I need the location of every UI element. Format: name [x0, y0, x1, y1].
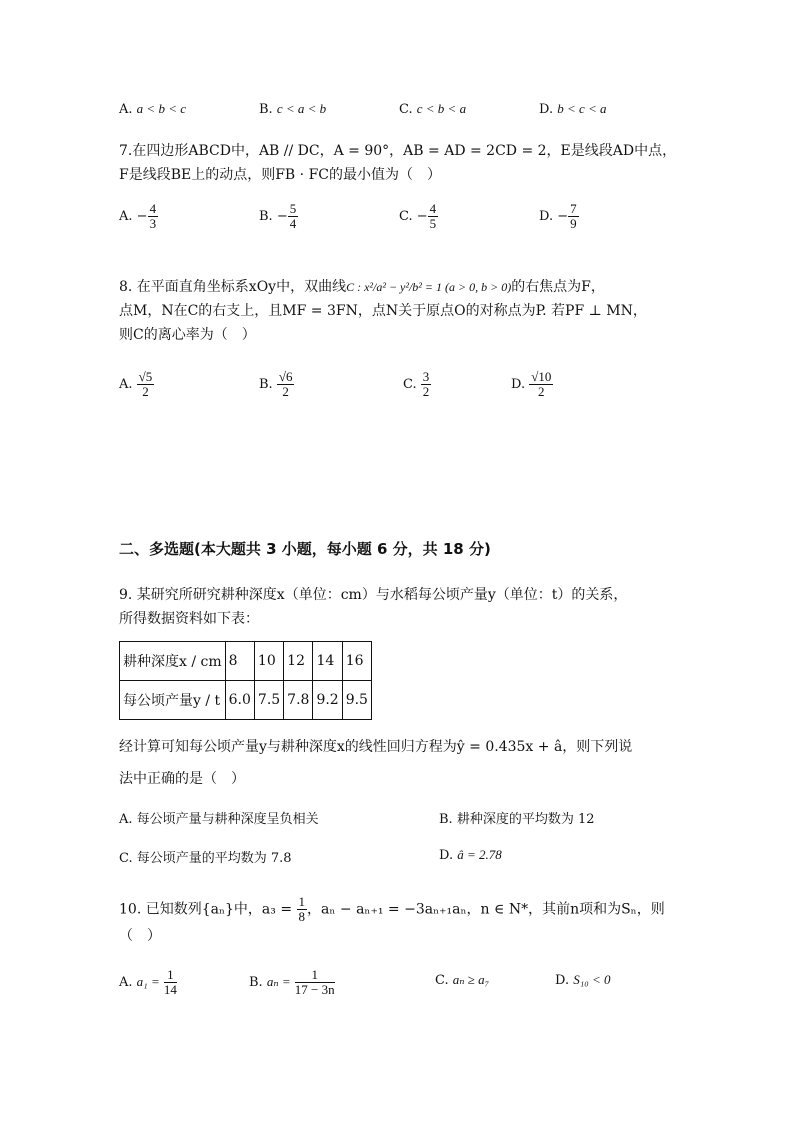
denominator: 14	[163, 982, 177, 997]
q7-stem-line1: 7.在四边形ABCD中，AB // DC，A = 90°，AB = AD = 2CD = 2，E是线段AD中点，	[119, 143, 677, 159]
q6-option-b	[259, 101, 326, 117]
q7-option-c	[399, 202, 438, 231]
fraction	[277, 370, 295, 399]
option-text: c < a < b	[276, 101, 327, 116]
table-cell: 10	[254, 642, 283, 681]
q8-stem-part: 8. 在平面直角坐标系xOy中，双曲线	[119, 279, 347, 295]
fraction	[421, 370, 432, 399]
denominator: 2	[538, 384, 545, 399]
q9-option-a	[119, 808, 319, 827]
option-lhs: a₁ =	[136, 974, 160, 989]
table-cell: 每公顷产量y / t	[120, 681, 226, 720]
q8-stem-line3: 则C的离心率为（ ）	[119, 327, 256, 343]
denominator: 5	[429, 216, 437, 231]
numerator: 5	[289, 201, 297, 216]
option-label: D.	[511, 377, 526, 392]
q6-option-a	[119, 101, 186, 117]
q7-option-b	[259, 202, 298, 231]
fraction	[164, 968, 177, 997]
option-label: C.	[399, 102, 413, 117]
q6-option-d	[539, 101, 607, 117]
fraction	[428, 202, 439, 231]
table-cell: 8	[225, 642, 254, 681]
option-text: c < b < a	[416, 101, 467, 116]
q10-stem-line2: （ ）	[119, 928, 161, 944]
option-label: B.	[259, 209, 273, 224]
table-cell: 9.2	[313, 681, 342, 720]
option-sign: −	[276, 209, 288, 224]
q10-stem-line1	[119, 895, 665, 924]
fraction	[288, 202, 299, 231]
data-table	[119, 641, 372, 720]
section-title: 二、多选题(本大题共 3 小题，每小题 6 分，共 18 分)	[119, 540, 491, 558]
option-sign: −	[416, 209, 428, 224]
q6-option-c	[399, 101, 466, 117]
table-row	[120, 642, 372, 681]
option-text: a < b < c	[136, 101, 186, 116]
q7-stem-line2: F是线段BE上的动点，则FB · FC的最小值为（ ）	[119, 167, 441, 183]
denominator: 4	[289, 216, 297, 231]
option-label: B.	[259, 102, 273, 117]
denominator: 2	[142, 384, 149, 399]
fraction	[297, 895, 308, 924]
option-text: S₁₀ < 0	[573, 972, 611, 987]
q10-option-d	[555, 972, 611, 988]
option-label: A.	[119, 812, 133, 827]
fraction	[148, 202, 159, 231]
q9-option-d	[439, 847, 502, 863]
option-label: D.	[555, 973, 570, 988]
fraction	[295, 968, 335, 997]
option-label: D.	[539, 102, 554, 117]
denominator: 9	[570, 216, 577, 231]
option-label: A.	[119, 377, 133, 392]
option-label: C.	[399, 209, 413, 224]
option-label: A.	[119, 975, 133, 990]
numerator: 4	[429, 201, 437, 216]
denominator: 2	[282, 384, 289, 399]
q9-option-b	[439, 808, 595, 827]
numerator: 1	[298, 894, 306, 909]
q8-option-a	[119, 370, 154, 399]
q7-option-a	[119, 202, 158, 231]
option-label: C.	[435, 973, 449, 988]
q10-stem-part: ，aₙ − aₙ₊₁ = −3aₙ₊₁aₙ，n ∈ N*，其前n项和为Sₙ，则	[307, 901, 665, 918]
table-cell: 7.5	[254, 681, 283, 720]
option-text: b < c < a	[557, 101, 607, 116]
option-label: C.	[403, 377, 417, 392]
numerator: 1	[164, 968, 177, 983]
option-lhs: aₙ =	[266, 974, 291, 989]
fraction	[529, 370, 553, 399]
table-row	[120, 681, 372, 720]
option-label: C.	[119, 851, 133, 866]
hyperbola-equation: C : x²/a² − y²/b² = 1 (a > 0, b > 0)	[346, 280, 512, 294]
option-text: 每公顷产量与耕种深度呈负相关	[136, 812, 319, 827]
table-cell: 16	[342, 642, 371, 681]
option-label: D.	[439, 848, 454, 863]
denominator: 3	[149, 216, 157, 231]
table-cell: 12	[284, 642, 313, 681]
denominator: 17 − 3n	[294, 982, 335, 997]
q8-stem-line1	[119, 276, 605, 296]
q10-option-b	[249, 968, 335, 997]
option-label: B.	[439, 812, 453, 827]
q9-stem-line4: 法中正确的是（ ）	[119, 771, 245, 787]
fraction	[568, 202, 579, 231]
q9-stem-line1: 9. 某研究所研究耕种深度x（单位：cm）与水稻每公顷产量y（单位：t）的关系，	[119, 587, 628, 603]
table-cell: 9.5	[342, 681, 371, 720]
q7-option-d	[539, 202, 579, 231]
option-text: 耕种深度的平均数为 12	[456, 812, 595, 827]
q10-option-a	[119, 968, 177, 997]
numerator: √6	[278, 369, 293, 384]
numerator: 3	[422, 369, 430, 384]
option-text: aₙ ≥ a₇	[452, 972, 490, 987]
numerator: √10	[531, 369, 552, 384]
q10-stem-part: 10. 已知数列{aₙ}中，a₃ =	[119, 901, 293, 918]
table-cell: 6.0	[225, 681, 254, 720]
option-label: D.	[539, 209, 554, 224]
option-label: B.	[249, 975, 263, 990]
option-label: A.	[119, 209, 133, 224]
numerator: 1	[295, 968, 335, 983]
q8-option-d	[511, 370, 553, 399]
q8-stem-part: 的右焦点为F，	[511, 279, 605, 295]
numerator: √5	[138, 369, 153, 384]
q10-option-c	[435, 972, 489, 988]
option-sign: −	[557, 209, 569, 224]
table-cell: 耕种深度x / cm	[120, 642, 226, 681]
fraction	[137, 370, 155, 399]
denominator: 8	[298, 909, 306, 924]
q8-stem-line2: 点M，N在C的右支上，且MF = 3FN，点N关于原点O的对称点为P. 若PF ⊥ MN，	[119, 303, 647, 319]
q9-option-c	[119, 847, 292, 866]
option-label: A.	[119, 102, 133, 117]
table-cell: 7.8	[284, 681, 313, 720]
table-cell: 14	[313, 642, 342, 681]
q9-stem-line3: 经计算可知每公顷产量y与耕种深度x的线性回归方程为ŷ = 0.435x + â，则下列说	[119, 739, 633, 755]
q8-option-c	[403, 370, 431, 399]
q9-stem-line2: 所得数据资料如下表：	[119, 611, 259, 627]
numerator: 4	[149, 201, 157, 216]
option-text: â = 2.78	[457, 847, 502, 862]
denominator: 2	[422, 384, 430, 399]
option-label: B.	[259, 377, 273, 392]
numerator: 7	[570, 201, 577, 216]
q8-option-b	[259, 370, 294, 399]
option-sign: −	[136, 209, 148, 224]
option-text: 每公顷产量的平均数为 7.8	[136, 851, 292, 866]
